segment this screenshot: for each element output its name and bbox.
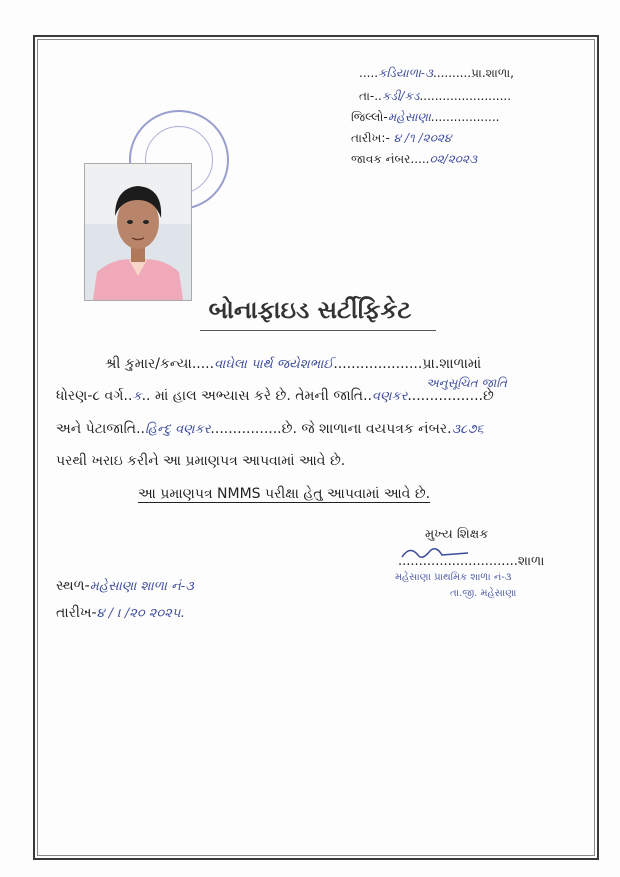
student-label: શ્રી કુમાર/કન્યા [105,356,192,372]
student-name-handwritten: વાઘેલા પાર્થ જયેશભાઈ [214,357,334,372]
student-photo [84,163,192,301]
place-label: સ્થળ- [56,578,90,594]
school-suffix-body: પ્રા.શાળામાં [422,356,482,372]
place-line [56,578,194,594]
school-name-handwritten: કડિયાળા-૩ [378,66,433,80]
outward-number-handwritten: ૦૨/૨૦૨૩ [429,152,478,166]
caste-suffix: છે [482,388,494,404]
footer-date-label: તારીખ- [56,605,97,621]
head-teacher-label: મુખ્ય શિક્ષક [425,527,489,542]
caste-handwritten: વણકર [371,389,408,404]
signature-stamp-line-1: મહેસાણા પ્રાથમિક શાળા નં-૩ [395,572,512,583]
outward-label: જાવક નંબર..... [351,152,430,166]
header-district-line: જિલ્લો-મહેસાણા.................. [351,110,500,124]
body-line-3: અને પેટાજાતિ..હિન્દુ વણકર................છે. જે શાળાના વયપત્રક નંબર.૩૮૭૬ [56,421,484,437]
purpose-line: આ પ્રમાણપત્ર NMMS પરીક્ષા હેતુ આપવામાં આવે છે. [138,486,431,502]
certificate-title: બોનાફાઇડ સર્ટીફિકેટ [208,296,412,324]
body-line-1: શ્રી કુમાર/કન્યા.....વાઘેલા પાર્થ જયેશભાઈ....................પ્રા.શાળામાં [105,356,482,372]
place-handwritten: મહેસાણા શાળા નં-૩ [89,579,194,594]
signature-school-suffix: શાળા [517,554,545,569]
school-suffix: પ્રા.શાળા, [471,66,514,80]
taluka-handwritten: કડી/કડ [381,89,420,103]
certificate-border [33,35,599,860]
district-handwritten: મહેસાણા [387,110,431,124]
district-label: જિલ્લો- [351,110,388,124]
signature-school-line: .............................શાળા [398,554,545,569]
header-taluka-line: તા-..કડી/કડ........................ [359,89,512,103]
caste-sentence: માં હાલ અભ્યાસ કરે છે. તેમની જાતિ [154,388,364,404]
register-sentence: છે. જે શાળાના વયપત્રક નંબર [281,421,448,437]
caste-handwritten-top: અનુસૂચિત જાતિ [426,376,507,390]
footer-date-handwritten: ૪ / । /૨૦ ૨૦૨૫. [96,606,185,621]
body-line-4: પરથી ખરાઇ કરીને આ પ્રમાણપત્ર આપવામાં આવે છે. [56,453,346,469]
header-date-handwritten: ૪ /૧ /૨૦૨૪ [393,131,452,145]
register-number-handwritten: ૩૮૭૬ [451,422,484,437]
class-prefix: ધોરણ-૮ વર્ગ [56,388,124,404]
header-outward-line [351,152,477,167]
header-date-label: તારીખ:- [351,131,390,145]
class-handwritten: ક [132,389,142,404]
header-date-line [351,131,451,146]
body-line-2: ધોરણ-૮ વર્ગ..ક.. માં હાલ અભ્યાસ કરે છે. તેમની જાતિ..વણકર.................છે [56,388,494,404]
subcaste-prefix: અને પેટાજાતિ [56,421,137,437]
signature-stamp-line-2: તા.જી. મહેસાણા [450,588,517,599]
subcaste-handwritten: હિન્દુ વણકર [144,422,211,437]
taluka-label: તા- [359,89,375,103]
title-underline [200,330,436,331]
header-school-line: .....કડિયાળા-૩..........પ્રા.શાળા, [359,66,514,80]
footer-date-line [56,605,185,621]
